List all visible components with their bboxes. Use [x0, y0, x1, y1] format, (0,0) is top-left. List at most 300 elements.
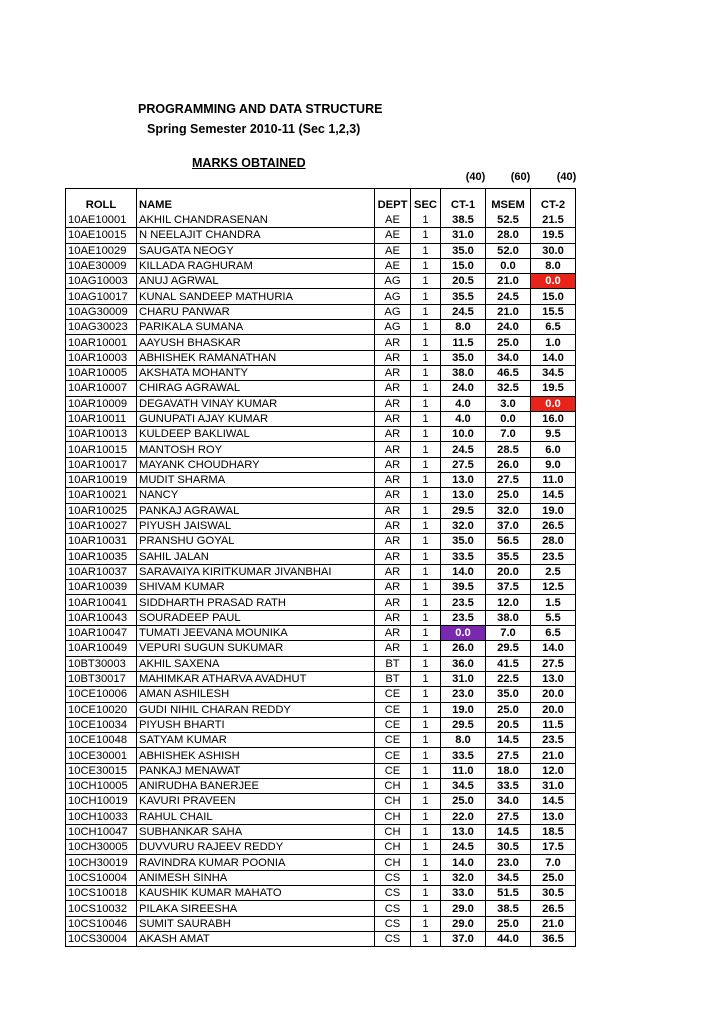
cell-sec: 1 [411, 427, 441, 442]
cell-sec: 1 [411, 901, 441, 916]
cell-ct1: 11.5 [441, 335, 486, 350]
cell-ct1: 32.0 [441, 518, 486, 533]
cell-dept: AR [375, 641, 411, 656]
cell-roll: 10AR10031 [66, 534, 137, 549]
cell-dept: AR [375, 427, 411, 442]
cell-msem: 14.5 [486, 733, 531, 748]
cell-roll: 10AR10001 [66, 335, 137, 350]
cell-name: GUNUPATI AJAY KUMAR [137, 411, 375, 426]
col-header-name: NAME [137, 189, 375, 214]
cell-sec: 1 [411, 396, 441, 411]
cell-sec: 1 [411, 411, 441, 426]
cell-ct2: 14.0 [531, 641, 576, 656]
cell-roll: 10CS10004 [66, 870, 137, 885]
cell-sec: 1 [411, 840, 441, 855]
max-ct2: (40) [556, 171, 577, 183]
cell-dept: AG [375, 274, 411, 289]
cell-ct1: 23.5 [441, 595, 486, 610]
cell-name: GUDI NIHIL CHARAN REDDY [137, 702, 375, 717]
cell-name: RAVINDRA KUMAR POONIA [137, 855, 375, 870]
cell-sec: 1 [411, 289, 441, 304]
cell-msem: 24.0 [486, 320, 531, 335]
cell-roll: 10BT30003 [66, 656, 137, 671]
cell-dept: AR [375, 473, 411, 488]
cell-msem: 51.5 [486, 886, 531, 901]
table-row [66, 610, 576, 625]
cell-sec: 1 [411, 473, 441, 488]
cell-name: KULDEEP BAKLIWAL [137, 427, 375, 442]
cell-msem: 24.5 [486, 289, 531, 304]
cell-sec: 1 [411, 213, 441, 228]
cell-dept: AR [375, 549, 411, 564]
cell-roll: 10CS30004 [66, 931, 137, 946]
cell-msem: 25.0 [486, 916, 531, 931]
cell-dept: AR [375, 488, 411, 503]
cell-name: ANUJ AGRWAL [137, 274, 375, 289]
table-row [66, 656, 576, 671]
cell-dept: CH [375, 809, 411, 824]
max-ct1: (40) [465, 171, 486, 183]
cell-sec: 1 [411, 365, 441, 380]
cell-sec: 1 [411, 778, 441, 793]
cell-roll: 10AR10027 [66, 518, 137, 533]
cell-dept: CE [375, 733, 411, 748]
cell-name: SATYAM KUMAR [137, 733, 375, 748]
cell-ct1: 37.0 [441, 931, 486, 946]
cell-dept: AR [375, 626, 411, 641]
cell-ct2: 14.5 [531, 794, 576, 809]
cell-dept: CS [375, 931, 411, 946]
table-row [66, 442, 576, 457]
cell-name: PIYUSH JAISWAL [137, 518, 375, 533]
cell-name: N NEELAJIT CHANDRA [137, 228, 375, 243]
cell-roll: 10AG30009 [66, 304, 137, 319]
cell-dept: AR [375, 534, 411, 549]
cell-ct1: 14.0 [441, 855, 486, 870]
cell-ct2: 23.5 [531, 549, 576, 564]
cell-ct1: 13.0 [441, 824, 486, 839]
cell-dept: AR [375, 518, 411, 533]
cell-name: SUMIT SAURABH [137, 916, 375, 931]
cell-roll: 10CS10032 [66, 901, 137, 916]
table-row [66, 549, 576, 564]
cell-ct2: 30.5 [531, 886, 576, 901]
cell-ct2: 21.0 [531, 916, 576, 931]
cell-name: NANCY [137, 488, 375, 503]
cell-ct1: 24.5 [441, 442, 486, 457]
cell-dept: CH [375, 794, 411, 809]
col-header-dept: DEPT [375, 189, 411, 214]
cell-ct2: 27.5 [531, 656, 576, 671]
cell-roll: 10AR10003 [66, 350, 137, 365]
cell-ct2: 25.0 [531, 870, 576, 885]
table-row [66, 671, 576, 686]
cell-ct2: 0.0 [531, 396, 576, 411]
cell-name: PANKAJ AGRAWAL [137, 503, 375, 518]
cell-roll: 10CE10006 [66, 687, 137, 702]
col-header-roll: ROLL [66, 189, 137, 214]
cell-ct1: 10.0 [441, 427, 486, 442]
cell-roll: 10AE10001 [66, 213, 137, 228]
cell-dept: AR [375, 365, 411, 380]
cell-dept: AE [375, 213, 411, 228]
table-row [66, 518, 576, 533]
cell-dept: AR [375, 457, 411, 472]
table-row [66, 717, 576, 732]
cell-ct2: 15.5 [531, 304, 576, 319]
cell-roll: 10AR10039 [66, 580, 137, 595]
table-row [66, 228, 576, 243]
table-row [66, 626, 576, 641]
cell-dept: AR [375, 381, 411, 396]
cell-msem: 21.0 [486, 304, 531, 319]
cell-ct1: 26.0 [441, 641, 486, 656]
table-row [66, 396, 576, 411]
cell-ct2: 1.5 [531, 595, 576, 610]
cell-msem: 27.5 [486, 473, 531, 488]
cell-ct1: 35.0 [441, 350, 486, 365]
cell-ct1: 4.0 [441, 396, 486, 411]
cell-msem: 23.0 [486, 855, 531, 870]
table-row [66, 840, 576, 855]
cell-msem: 38.5 [486, 901, 531, 916]
cell-name: PANKAJ MENAWAT [137, 763, 375, 778]
cell-dept: AR [375, 335, 411, 350]
cell-dept: CS [375, 870, 411, 885]
cell-name: MANTOSH ROY [137, 442, 375, 457]
cell-ct2: 6.5 [531, 626, 576, 641]
cell-msem: 34.0 [486, 794, 531, 809]
cell-sec: 1 [411, 488, 441, 503]
cell-name: SAUGATA NEOGY [137, 243, 375, 258]
cell-msem: 37.5 [486, 580, 531, 595]
cell-dept: AR [375, 411, 411, 426]
cell-ct2: 19.5 [531, 228, 576, 243]
cell-name: AMAN ASHILESH [137, 687, 375, 702]
marks-obtained-heading: MARKS OBTAINED [192, 156, 306, 170]
cell-ct1: 15.0 [441, 258, 486, 273]
cell-ct1: 0.0 [441, 626, 486, 641]
cell-msem: 7.0 [486, 626, 531, 641]
cell-sec: 1 [411, 243, 441, 258]
cell-msem: 0.0 [486, 258, 531, 273]
table-row [66, 748, 576, 763]
cell-msem: 33.5 [486, 778, 531, 793]
cell-sec: 1 [411, 381, 441, 396]
cell-name: TUMATI JEEVANA MOUNIKA [137, 626, 375, 641]
cell-ct2: 36.5 [531, 931, 576, 946]
cell-dept: AE [375, 243, 411, 258]
cell-msem: 14.5 [486, 824, 531, 839]
cell-roll: 10AG10017 [66, 289, 137, 304]
cell-roll: 10AR10025 [66, 503, 137, 518]
cell-msem: 12.0 [486, 595, 531, 610]
cell-name: AKHIL CHANDRASENAN [137, 213, 375, 228]
cell-dept: AR [375, 564, 411, 579]
cell-sec: 1 [411, 671, 441, 686]
table-row [66, 702, 576, 717]
cell-msem: 27.5 [486, 809, 531, 824]
cell-dept: CH [375, 840, 411, 855]
cell-ct1: 35.0 [441, 534, 486, 549]
cell-ct2: 14.0 [531, 350, 576, 365]
col-header-ct2: CT-2 [531, 189, 576, 214]
cell-msem: 3.0 [486, 396, 531, 411]
cell-ct1: 20.5 [441, 274, 486, 289]
cell-name: MAYANK CHOUDHARY [137, 457, 375, 472]
cell-ct2: 26.5 [531, 901, 576, 916]
cell-ct2: 19.0 [531, 503, 576, 518]
cell-ct1: 19.0 [441, 702, 486, 717]
table-row [66, 411, 576, 426]
cell-msem: 46.5 [486, 365, 531, 380]
cell-msem: 20.5 [486, 717, 531, 732]
cell-ct1: 31.0 [441, 228, 486, 243]
cell-sec: 1 [411, 595, 441, 610]
cell-dept: AR [375, 442, 411, 457]
cell-sec: 1 [411, 549, 441, 564]
table-row [66, 733, 576, 748]
cell-ct2: 15.0 [531, 289, 576, 304]
table-row [66, 365, 576, 380]
cell-dept: CS [375, 916, 411, 931]
cell-msem: 52.5 [486, 213, 531, 228]
cell-ct2: 5.5 [531, 610, 576, 625]
cell-roll: 10AR10013 [66, 427, 137, 442]
cell-sec: 1 [411, 748, 441, 763]
cell-ct2: 8.0 [531, 258, 576, 273]
max-marks-row [0, 171, 720, 187]
table-row [66, 457, 576, 472]
cell-ct2: 7.0 [531, 855, 576, 870]
cell-roll: 10AR10007 [66, 381, 137, 396]
cell-ct1: 13.0 [441, 473, 486, 488]
cell-ct1: 4.0 [441, 411, 486, 426]
cell-ct2: 34.5 [531, 365, 576, 380]
cell-msem: 0.0 [486, 411, 531, 426]
table-row [66, 564, 576, 579]
cell-ct1: 38.5 [441, 213, 486, 228]
cell-ct1: 29.0 [441, 916, 486, 931]
cell-ct2: 12.0 [531, 763, 576, 778]
cell-ct1: 36.0 [441, 656, 486, 671]
cell-ct2: 14.5 [531, 488, 576, 503]
table-row [66, 794, 576, 809]
cell-ct2: 30.0 [531, 243, 576, 258]
cell-ct1: 29.5 [441, 717, 486, 732]
cell-msem: 38.0 [486, 610, 531, 625]
cell-sec: 1 [411, 794, 441, 809]
cell-name: KAUSHIK KUMAR MAHATO [137, 886, 375, 901]
cell-name: ABHISHEK RAMANATHAN [137, 350, 375, 365]
cell-roll: 10AR10037 [66, 564, 137, 579]
cell-ct2: 28.0 [531, 534, 576, 549]
cell-ct2: 2.5 [531, 564, 576, 579]
course-title: PROGRAMMING AND DATA STRUCTURE [138, 102, 383, 116]
col-header-ct1: CT-1 [441, 189, 486, 214]
cell-roll: 10AR10005 [66, 365, 137, 380]
cell-sec: 1 [411, 274, 441, 289]
table-row [66, 687, 576, 702]
cell-ct1: 32.0 [441, 870, 486, 885]
table-row [66, 595, 576, 610]
cell-name: PIYUSH BHARTI [137, 717, 375, 732]
cell-ct2: 9.5 [531, 427, 576, 442]
marks-table [65, 188, 576, 947]
cell-name: DUVVURU RAJEEV REDDY [137, 840, 375, 855]
cell-sec: 1 [411, 733, 441, 748]
cell-name: KILLADA RAGHURAM [137, 258, 375, 273]
cell-roll: 10AE10015 [66, 228, 137, 243]
table-row [66, 381, 576, 396]
cell-msem: 37.0 [486, 518, 531, 533]
cell-ct1: 29.5 [441, 503, 486, 518]
table-row [66, 778, 576, 793]
cell-roll: 10AG10003 [66, 274, 137, 289]
cell-sec: 1 [411, 457, 441, 472]
cell-roll: 10CE30015 [66, 763, 137, 778]
cell-dept: CH [375, 778, 411, 793]
cell-ct1: 25.0 [441, 794, 486, 809]
cell-dept: AR [375, 350, 411, 365]
cell-name: KAVURI PRAVEEN [137, 794, 375, 809]
cell-ct2: 17.5 [531, 840, 576, 855]
cell-msem: 34.0 [486, 350, 531, 365]
cell-ct1: 13.0 [441, 488, 486, 503]
cell-msem: 18.0 [486, 763, 531, 778]
cell-dept: CH [375, 855, 411, 870]
cell-ct2: 1.0 [531, 335, 576, 350]
cell-msem: 27.5 [486, 748, 531, 763]
cell-name: AAYUSH BHASKAR [137, 335, 375, 350]
cell-roll: 10AE10029 [66, 243, 137, 258]
cell-dept: CE [375, 687, 411, 702]
cell-sec: 1 [411, 626, 441, 641]
cell-name: PARIKALA SUMANA [137, 320, 375, 335]
cell-roll: 10CH30005 [66, 840, 137, 855]
table-row [66, 274, 576, 289]
cell-sec: 1 [411, 641, 441, 656]
cell-name: AKSHATA MOHANTY [137, 365, 375, 380]
cell-name: MUDIT SHARMA [137, 473, 375, 488]
cell-sec: 1 [411, 916, 441, 931]
cell-roll: 10BT30017 [66, 671, 137, 686]
cell-sec: 1 [411, 717, 441, 732]
cell-msem: 44.0 [486, 931, 531, 946]
cell-name: SHIVAM KUMAR [137, 580, 375, 595]
cell-dept: CS [375, 886, 411, 901]
cell-dept: BT [375, 656, 411, 671]
cell-ct2: 13.0 [531, 809, 576, 824]
cell-ct1: 22.0 [441, 809, 486, 824]
cell-msem: 20.0 [486, 564, 531, 579]
cell-dept: AR [375, 396, 411, 411]
cell-sec: 1 [411, 258, 441, 273]
cell-ct2: 20.0 [531, 702, 576, 717]
cell-dept: CE [375, 702, 411, 717]
cell-ct2: 16.0 [531, 411, 576, 426]
cell-sec: 1 [411, 656, 441, 671]
cell-ct1: 14.0 [441, 564, 486, 579]
cell-name: VEPURI SUGUN SUKUMAR [137, 641, 375, 656]
cell-sec: 1 [411, 687, 441, 702]
cell-dept: AR [375, 610, 411, 625]
cell-ct1: 8.0 [441, 733, 486, 748]
cell-roll: 10AR10035 [66, 549, 137, 564]
cell-msem: 30.5 [486, 840, 531, 855]
cell-ct1: 39.5 [441, 580, 486, 595]
cell-ct2: 11.5 [531, 717, 576, 732]
cell-roll: 10AR10015 [66, 442, 137, 457]
cell-name: RAHUL CHAIL [137, 809, 375, 824]
cell-name: SAHIL JALAN [137, 549, 375, 564]
cell-sec: 1 [411, 564, 441, 579]
cell-roll: 10AR10043 [66, 610, 137, 625]
table-row [66, 320, 576, 335]
cell-msem: 25.0 [486, 488, 531, 503]
cell-sec: 1 [411, 335, 441, 350]
cell-dept: AR [375, 503, 411, 518]
cell-sec: 1 [411, 931, 441, 946]
cell-sec: 1 [411, 886, 441, 901]
cell-ct2: 19.5 [531, 381, 576, 396]
cell-roll: 10CE30001 [66, 748, 137, 763]
cell-roll: 10AR10017 [66, 457, 137, 472]
cell-sec: 1 [411, 580, 441, 595]
cell-name: SIDDHARTH PRASAD RATH [137, 595, 375, 610]
cell-sec: 1 [411, 763, 441, 778]
cell-msem: 25.0 [486, 702, 531, 717]
cell-sec: 1 [411, 350, 441, 365]
cell-ct1: 23.5 [441, 610, 486, 625]
table-row [66, 335, 576, 350]
cell-name: ABHISHEK ASHISH [137, 748, 375, 763]
cell-ct1: 27.5 [441, 457, 486, 472]
cell-sec: 1 [411, 870, 441, 885]
table-row [66, 289, 576, 304]
cell-ct2: 21.0 [531, 748, 576, 763]
cell-ct2: 6.5 [531, 320, 576, 335]
cell-sec: 1 [411, 442, 441, 457]
cell-sec: 1 [411, 534, 441, 549]
cell-ct1: 8.0 [441, 320, 486, 335]
cell-ct2: 13.0 [531, 671, 576, 686]
table-header-row [66, 189, 576, 214]
table-row [66, 855, 576, 870]
table-row [66, 243, 576, 258]
cell-roll: 10CE10048 [66, 733, 137, 748]
max-msem: (60) [510, 171, 531, 183]
cell-roll: 10AR10049 [66, 641, 137, 656]
cell-ct1: 29.0 [441, 901, 486, 916]
table-row [66, 580, 576, 595]
cell-roll: 10AR10019 [66, 473, 137, 488]
cell-roll: 10CH10033 [66, 809, 137, 824]
cell-ct1: 31.0 [441, 671, 486, 686]
cell-dept: CE [375, 763, 411, 778]
cell-msem: 21.0 [486, 274, 531, 289]
table-row [66, 763, 576, 778]
semester-title: Spring Semester 2010-11 (Sec 1,2,3) [147, 122, 361, 136]
cell-name: SARAVAIYA KIRITKUMAR JIVANBHAI [137, 564, 375, 579]
cell-roll: 10CE10034 [66, 717, 137, 732]
cell-sec: 1 [411, 809, 441, 824]
cell-dept: BT [375, 671, 411, 686]
table-row [66, 809, 576, 824]
table-row [66, 473, 576, 488]
table-row [66, 886, 576, 901]
cell-roll: 10AG30023 [66, 320, 137, 335]
